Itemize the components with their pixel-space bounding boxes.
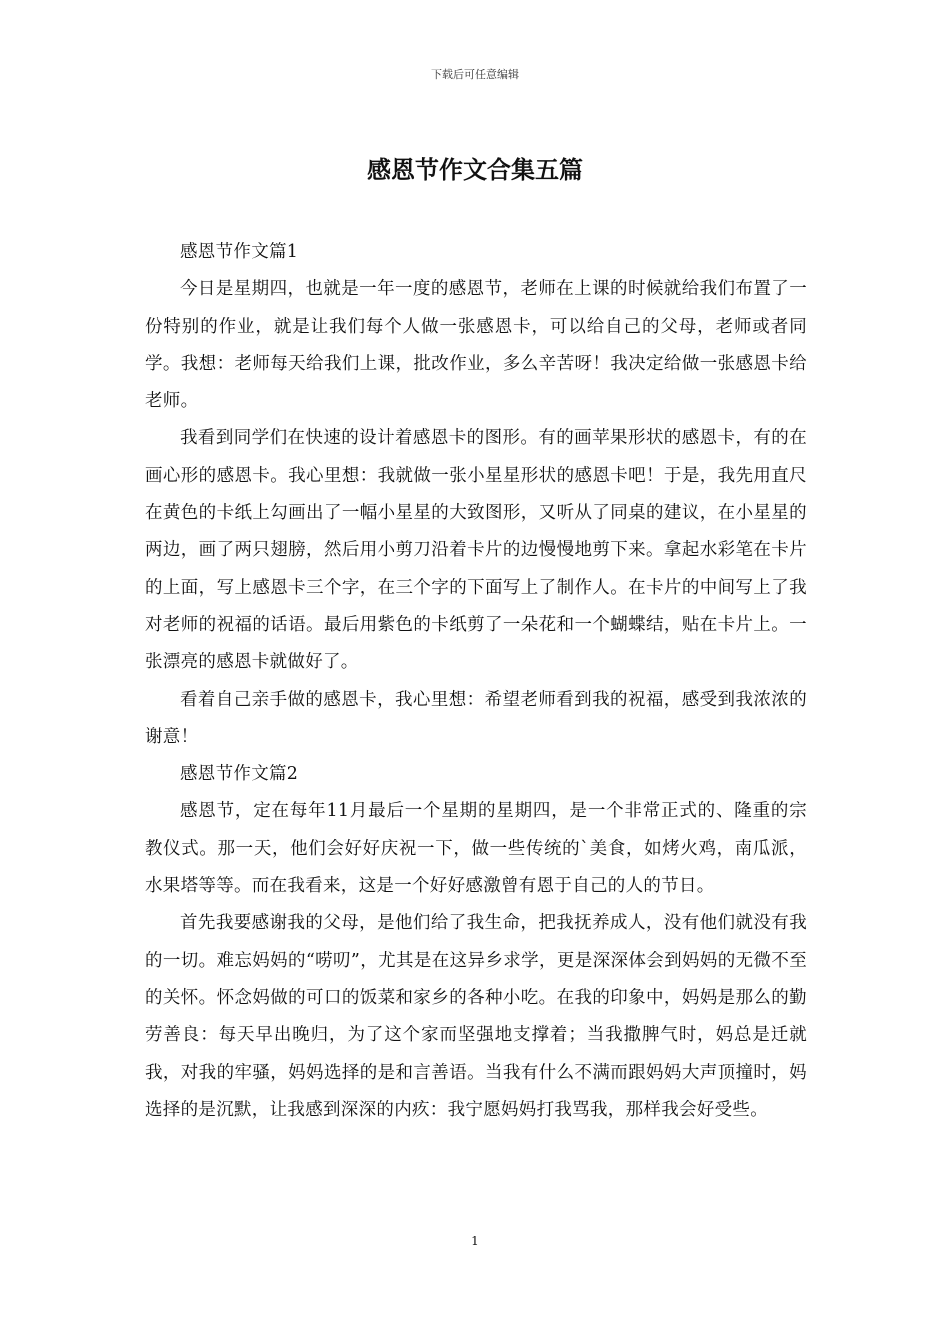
paragraph: 今日是星期四，也就是一年一度的感恩节，老师在上课的时候就给我们布置了一份特别的作业，就是让我们每个人做一张感恩卡，可以给自己的父母，老师或者同学。我想：老师每天给我们上课，批改作业，多么辛苦呀！我决定给做一张感恩卡给老师。	[145, 279, 807, 412]
section-heading-2: 感恩节作文篇2	[180, 764, 299, 785]
page-number: 1	[471, 1234, 479, 1248]
paragraph: 首先我要感谢我的父母，是他们给了我生命，把我抚养成人，没有他们就没有我的一切。难忘妈妈的“唠叨”，尤其是在这异乡求学，更是深深体会到妈妈的无微不至的关怀。怀念妈做的可口的饭菜和家乡的各种小吃。在我的印象中，妈妈是那么的勤劳善良：每天早出晚归，为了这个家而坚强地支撑着；当我撒脾气时，妈总是迁就我，对我的牢骚，妈妈选择的是和言善语。当我有什么不满而跟妈妈大声顶撞时，妈选择的是沉默，让我感到深深的内疚：我宁愿妈妈打我骂我，那样我会好受些。	[145, 913, 807, 1120]
document-title: 感恩节作文合集五篇	[367, 155, 583, 184]
header-note: 下载后可任意编辑	[431, 68, 519, 81]
paragraph: 我看到同学们在快速的设计着感恩卡的图形。有的画苹果形状的感恩卡，有的在画心形的感恩卡。我心里想：我就做一张小星星形状的感恩卡吧！于是，我先用直尺在黄色的卡纸上勾画出了一幅小星星的大致图形，又听从了同桌的建议，在小星星的两边，画了两只翅膀，然后用小剪刀沿着卡片的边慢慢地剪下来。拿起水彩笔在卡片的上面，写上感恩卡三个字，在三个字的下面写上了制作人。在卡片的中间写上了我对老师的祝福的话语。最后用紫色的卡纸剪了一朵花和一个蝴蝶结，贴在卡片上。一张漂亮的感恩卡就做好了。	[145, 428, 807, 673]
document-body	[145, 234, 807, 1129]
paragraph: 感恩节，定在每年11月最后一个星期的星期四，是一个非常正式的、隆重的宗教仪式。那一天，他们会好好庆祝一下，做一些传统的`美食，如烤火鸡，南瓜派，水果塔等等。而在我看来，这是一个好好感激曾有恩于自己的人的节日。	[145, 801, 807, 897]
paragraph: 看着自己亲手做的感恩卡，我心里想：希望老师看到我的祝福，感受到我浓浓的谢意！	[145, 689, 807, 747]
section-heading-1: 感恩节作文篇1	[180, 242, 299, 262]
